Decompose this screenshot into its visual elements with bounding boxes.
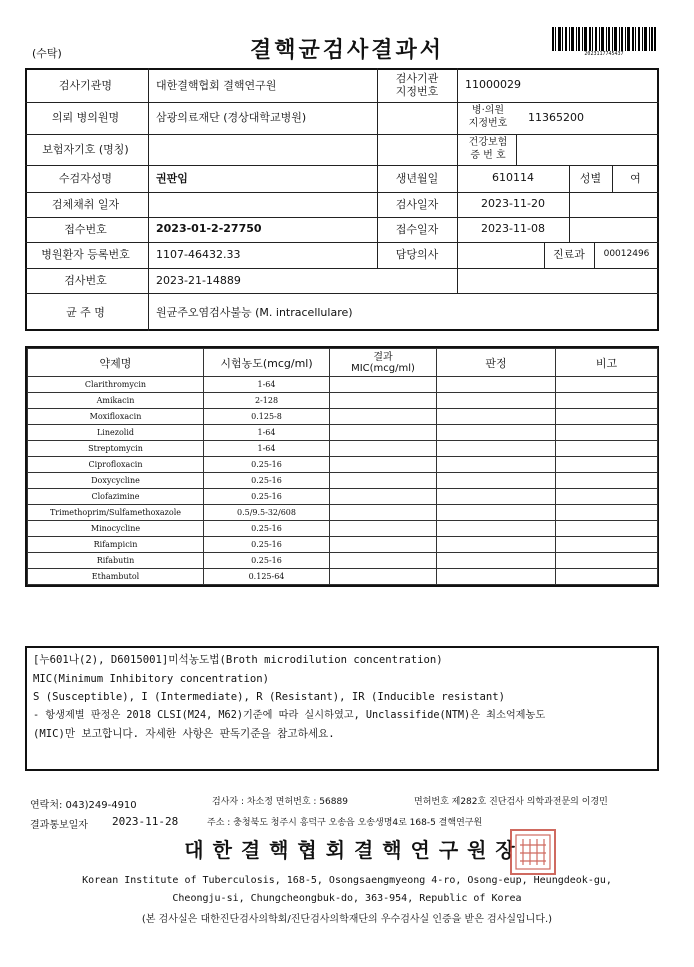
drug-name: Ciprofloxacin [28, 457, 204, 473]
patient-name-value: 권판임 [156, 171, 188, 185]
drug-name: Trimethoprim/Sulfamethoxazole [28, 505, 204, 521]
drug-row [28, 473, 658, 489]
test-range: 0.25-16 [204, 537, 330, 553]
remark [556, 409, 658, 425]
remark [556, 377, 658, 393]
strain-name-value: 원균주오염검사불능 (M. intracellulare) [156, 306, 353, 319]
contact-info: 연락처: 043)249-4910 [30, 800, 137, 811]
mic-result [330, 553, 437, 569]
institution-code-value: 11000029 [465, 78, 521, 91]
drug-row [28, 505, 658, 521]
drug-row [28, 553, 658, 569]
mic-result [330, 521, 437, 537]
notes-box [25, 646, 659, 771]
remark [556, 393, 658, 409]
remark [556, 489, 658, 505]
drug-row [28, 457, 658, 473]
requesting-hospital-value: 삼광의료재단 (경상대학교병원) [156, 111, 307, 124]
mic-result [330, 409, 437, 425]
header-mic: 결과 MIC(mcg/ml) [330, 349, 437, 377]
label-test-date: 검사일자 [395, 197, 439, 211]
remark [556, 521, 658, 537]
mic-result [330, 441, 437, 457]
test-range: 2-128 [204, 393, 330, 409]
notes-line-1: [누601나(2), D6015001]미석농도법(Broth microdilution concentration) [33, 654, 443, 666]
drug-row [28, 377, 658, 393]
test-range: 0.25-16 [204, 473, 330, 489]
label-test-number: 검사번호 [64, 274, 107, 287]
mic-result [330, 569, 437, 585]
notes-line-4: - 항생제별 판정은 2018 CLSI(M24, M62)기준에 따라 실시하였고, Unclassifide(NTM)은 최소억제농도 [33, 709, 546, 721]
mic-result [330, 377, 437, 393]
barcode [552, 27, 656, 57]
drug-row [28, 441, 658, 457]
drug-table [25, 346, 659, 587]
drug-name: Ethambutol [28, 569, 204, 585]
interpretation [437, 457, 556, 473]
label-attending-doctor: 담당의사 [395, 248, 439, 261]
interpretation [437, 569, 556, 585]
drug-row [28, 393, 658, 409]
header-interpretation: 판정 [437, 349, 556, 377]
mic-result [330, 393, 437, 409]
test-range: 0.125-8 [204, 409, 330, 425]
remark [556, 473, 658, 489]
birth-date-value: 610114 [492, 171, 534, 184]
drug-row [28, 569, 658, 585]
label-strain-name: 균 주 명 [66, 306, 105, 319]
label-receipt-date: 접수일자 [395, 222, 439, 236]
remark [556, 457, 658, 473]
drug-row [28, 521, 658, 537]
test-number-value: 2023-21-14889 [156, 273, 241, 287]
insurance-number-value [520, 133, 640, 164]
interpretation [437, 505, 556, 521]
label-patient-registration: 병원환자 등록번호 [41, 248, 130, 261]
address-english-2: Cheongju-si, Chungcheongbuk-do, 363-954, Republic of Korea [172, 893, 522, 904]
remark [556, 569, 658, 585]
mic-result [330, 457, 437, 473]
mic-result [330, 473, 437, 489]
interpretation [437, 537, 556, 553]
label-department: 진료과 [553, 248, 585, 261]
department-value: 00012496 [603, 249, 650, 259]
label-birth-date: 생년월일 [395, 171, 439, 185]
mic-result [330, 505, 437, 521]
interpretation [437, 473, 556, 489]
label-insurance-number: 건강보험 증 번 호 [468, 136, 508, 161]
test-range: 0.5/9.5-32/608 [204, 505, 330, 521]
test-range: 0.25-16 [204, 553, 330, 569]
license-info: 면허번호 제282호 진단검사 의학과전문의 이경민 [414, 797, 608, 807]
interpretation [437, 521, 556, 537]
address-korean: 주소 : 충청북도 청주시 흥덕구 오송읍 오송생명4로 168-5 결핵연구원 [207, 818, 483, 828]
header-drug: 약제명 [28, 349, 204, 377]
notes-line-5: (MIC)만 보고합니다. 자세한 사항은 판독기준을 참고하세요. [33, 728, 335, 740]
insurer-value [148, 133, 376, 164]
test-date-value: 2023-11-20 [481, 197, 545, 210]
label-sex: 성별 [579, 171, 602, 185]
receipt-tag: (수탁) [32, 47, 62, 60]
test-range: 0.25-16 [204, 489, 330, 505]
remark [556, 441, 658, 457]
remark [556, 537, 658, 553]
specimen-date-value [148, 191, 376, 216]
remark [556, 505, 658, 521]
receipt-date-value: 2023-11-08 [481, 222, 545, 235]
test-range: 1-64 [204, 425, 330, 441]
remark [556, 425, 658, 441]
label-insurer: 보험자기호 (명칭) [42, 142, 129, 156]
interpretation [437, 409, 556, 425]
label-specimen-date: 검체채취 일자 [51, 197, 120, 211]
drug-name: Amikacin [28, 393, 204, 409]
institute-name: 대 한 결 핵 협 회 결 핵 연 구 원 장 [184, 838, 516, 862]
attending-doctor-value [457, 241, 544, 267]
mic-result [330, 489, 437, 505]
label-requesting-hospital: 의뢰 병의원명 [51, 111, 120, 124]
drug-name: Rifabutin [28, 553, 204, 569]
mic-result [330, 425, 437, 441]
testing-institution-value: 대한결핵협회 결핵연구원 [156, 78, 277, 92]
report-date-label: 결과통보일자 [30, 820, 88, 831]
sex-value: 여 [630, 171, 641, 185]
drug-row [28, 425, 658, 441]
label-receipt-number: 접수번호 [64, 222, 107, 236]
barcode-number: 2023117745437 [584, 51, 624, 57]
label-patient-name: 수검자성명 [58, 171, 113, 185]
test-range: 0.25-16 [204, 521, 330, 537]
label-hospital-code: 병·의원 지정번호 [468, 105, 508, 129]
report-date-value: 2023-11-28 [112, 815, 179, 828]
notes-line-2: MIC(Minimum Inhibitory concentration) [33, 672, 269, 685]
interpretation [437, 489, 556, 505]
drug-name: Rifampicin [28, 537, 204, 553]
drug-name: Streptomycin [28, 441, 204, 457]
document-title: 결핵균검사결과서 [249, 37, 445, 63]
certification-note: (본 검사실은 대한진단검사의학회/진단검사의학재단의 우수검사실 인증을 받은 검사실입니다.) [141, 914, 553, 925]
drug-name: Doxycycline [28, 473, 204, 489]
drug-name: Clofazimine [28, 489, 204, 505]
drug-row [28, 489, 658, 505]
header-range: 시험농도(mcg/ml) [204, 349, 330, 377]
interpretation [437, 441, 556, 457]
mic-result [330, 537, 437, 553]
patient-registration-value: 1107-46432.33 [156, 247, 241, 261]
interpretation [437, 425, 556, 441]
drug-name: Minocycline [28, 521, 204, 537]
test-range: 0.125-64 [204, 569, 330, 585]
test-range: 1-64 [204, 377, 330, 393]
drug-row [28, 409, 658, 425]
remark [556, 553, 658, 569]
interpretation [437, 393, 556, 409]
official-seal-icon [510, 829, 556, 875]
drug-name: Moxifloxacin [28, 409, 204, 425]
label-institution-code: 검사기관 지정번호 [395, 71, 439, 98]
test-range: 0.25-16 [204, 457, 330, 473]
hospital-code-value: 11365200 [528, 110, 584, 124]
drug-name: Linezolid [28, 425, 204, 441]
drug-row [28, 537, 658, 553]
address-english-1: Korean Institute of Tuberculosis, 168-5, Osongsaengmyeong 4-ro, Osong-eup, Heungdeok-gu, [82, 875, 612, 886]
receipt-number-value: 2023-01-2-27750 [156, 222, 262, 235]
drug-name: Clarithromycin [28, 377, 204, 393]
interpretation [437, 553, 556, 569]
interpretation [437, 377, 556, 393]
examiner-info: 검사자 : 차소정 면허번호 : 56889 [212, 797, 348, 807]
header-note: 비고 [556, 349, 658, 377]
test-range: 1-64 [204, 441, 330, 457]
label-testing-institution: 검사기관명 [58, 78, 113, 92]
notes-line-3: S (Susceptible), I (Intermediate), R (Resistant), IR (Inducible resistant) [33, 691, 505, 703]
